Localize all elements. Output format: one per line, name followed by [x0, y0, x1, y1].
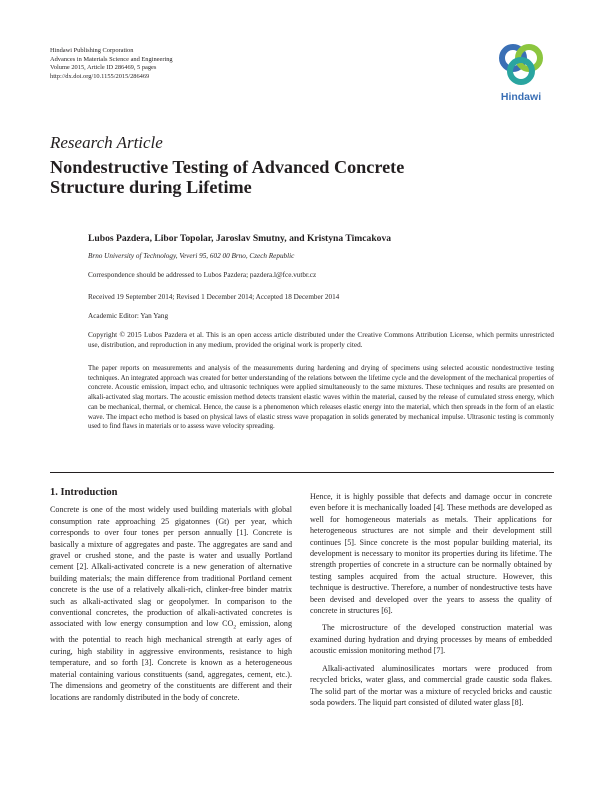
paragraph: Hence, it is highly possible that defects and damage occur in concrete even before it is mechanically loaded [4]. These methods are developed as well for homogeneous materials as metals. Their applications for heterogeneous structures are not simple and their development still continues [5]. Since concrete is the most popular building material, its development is necessary to monitor its properties during its lifetime. The strength properties of concrete in a structure can be normally obtained by testing samples acquired from the actual structure. However, this technique is destructive. Therefore, a number of nondestructive tests have been devised and developed over the years to assess the quality of concrete in structures [6]. — [310, 492, 552, 616]
paragraph: Alkali-activated aluminosilicates mortars were produced from recycled bricks, water glass, and commercial grade caustic soda flakes. The solid part of the mortar was a mixture of recycled bricks and caustic soda powders. The liquid part consisted of diluted water glass [8]. — [310, 663, 552, 707]
correspondence: Correspondence should be addressed to Lubos Pazdera; pazdera.l@fce.vutbr.cz — [88, 271, 317, 279]
paragraph-text-continued: emission, along with the potential to reach high mechanical strength at early ages of curing, high stability in aggressive environments, resistance to high temperature, and so forth [3]. Concrete is known as a heterogeneous material containing various constituents (sand, aggregates, cement, etc.). The dimensions and geometry of the constituents are different and their locations are randomly distributed in the body of concrete. — [50, 619, 292, 702]
body-column-left — [50, 487, 292, 703]
paragraph-text: Concrete is one of the most widely used building materials with global consumption rate approaching 25 gigatonnes (Gt) per year, which corresponds to over four tones per person annually [1]. Concrete is basically a mixture of aggregates and paste. The aggregates are sand and gravel or crushed stone, and the paste is water and usually Portland cement [2]. Alkali-activated concrete is a new generation of alternative building materials; the main difference from traditional Portland cement concrete is the use of a relatively alkali-rich, clinker-free binder matrix such as alkali-activated slag or geopolymer. In comparison to the conventional concretes, the production of alkali-activated concretes is associated with low energy consumption and low CO — [50, 505, 292, 629]
abstract: The paper reports on measurements and analysis of the measurements during hardening and drying of specimens using selected acoustic nondestructive testing techniques. An integrated approach was created for better understanding of the relations between the lifetime cycle and the development of the mechanical properties of concrete. Acoustic emission, impact echo, and ultrasonic techniques were applied simultaneously to the same mixtures. These techniques and results are presented on alkali-activated slag mortars. The acoustic emission method detects transient elastic waves within the material, caused by the release of cumulated stress energy, which can be mechanical, thermal, or chemical. Hence, the cause is a phenomenon which releases elastic energy into the material, which then spreads in the form of an elastic wave. The impact echo method is based on physical laws of elastic stress wave propagation in solids generated by mechanical impulse. Ultrasonic testing is commonly used to find flaws in materials or to assess wave velocity spreading. — [88, 365, 554, 431]
section-divider — [50, 472, 554, 473]
doi-link[interactable]: http://dx.doi.org/10.1155/2015/286469 — [50, 72, 150, 80]
paper-title: Nondestructive Testing of Advanced Concrete Structure during Lifetime — [50, 157, 405, 197]
author-list: Lubos Pazdera, Libor Topolar, Jaroslav Smutny, and Kristyna Timcakova — [88, 233, 392, 244]
academic-editor: Academic Editor: Yan Yang — [88, 312, 169, 320]
hindawi-logo — [490, 40, 552, 108]
publication-dates: Received 19 September 2014; Revised 1 December 2014; Accepted 18 December 2014 — [88, 293, 340, 301]
article-type: Research Article — [50, 133, 163, 152]
section-heading-introduction: 1. Introduction — [50, 487, 118, 498]
hindawi-logo-icon — [490, 40, 552, 90]
journal-header — [50, 47, 173, 81]
volume-info: Volume 2015, Article ID 286469, 5 pages — [50, 64, 157, 72]
paragraph: The microstructure of the developed construction material was examined during hydration and drying processes by means of embedded acoustic emission monitoring method [7]. — [310, 623, 552, 656]
hindawi-logo-text: Hindawi — [500, 91, 542, 103]
paragraph — [50, 504, 292, 703]
affiliation: Brno University of Technology, Veveri 95, 602 00 Brno, Czech Republic — [88, 252, 295, 260]
publisher-name: Hindawi Publishing Corporation — [50, 47, 134, 54]
co2-subscript: 2 — [233, 625, 237, 632]
journal-name: Advances in Materials Science and Engineering — [50, 55, 173, 63]
copyright-notice: Copyright © 2015 Lubos Pazdera et al. This is an open access article distributed under the Creative Commons Attribution License, which permits unrestricted use, distribution, and reproduction in any medium, provided the original work is properly cited. — [88, 331, 554, 349]
body-column-right — [310, 491, 552, 708]
